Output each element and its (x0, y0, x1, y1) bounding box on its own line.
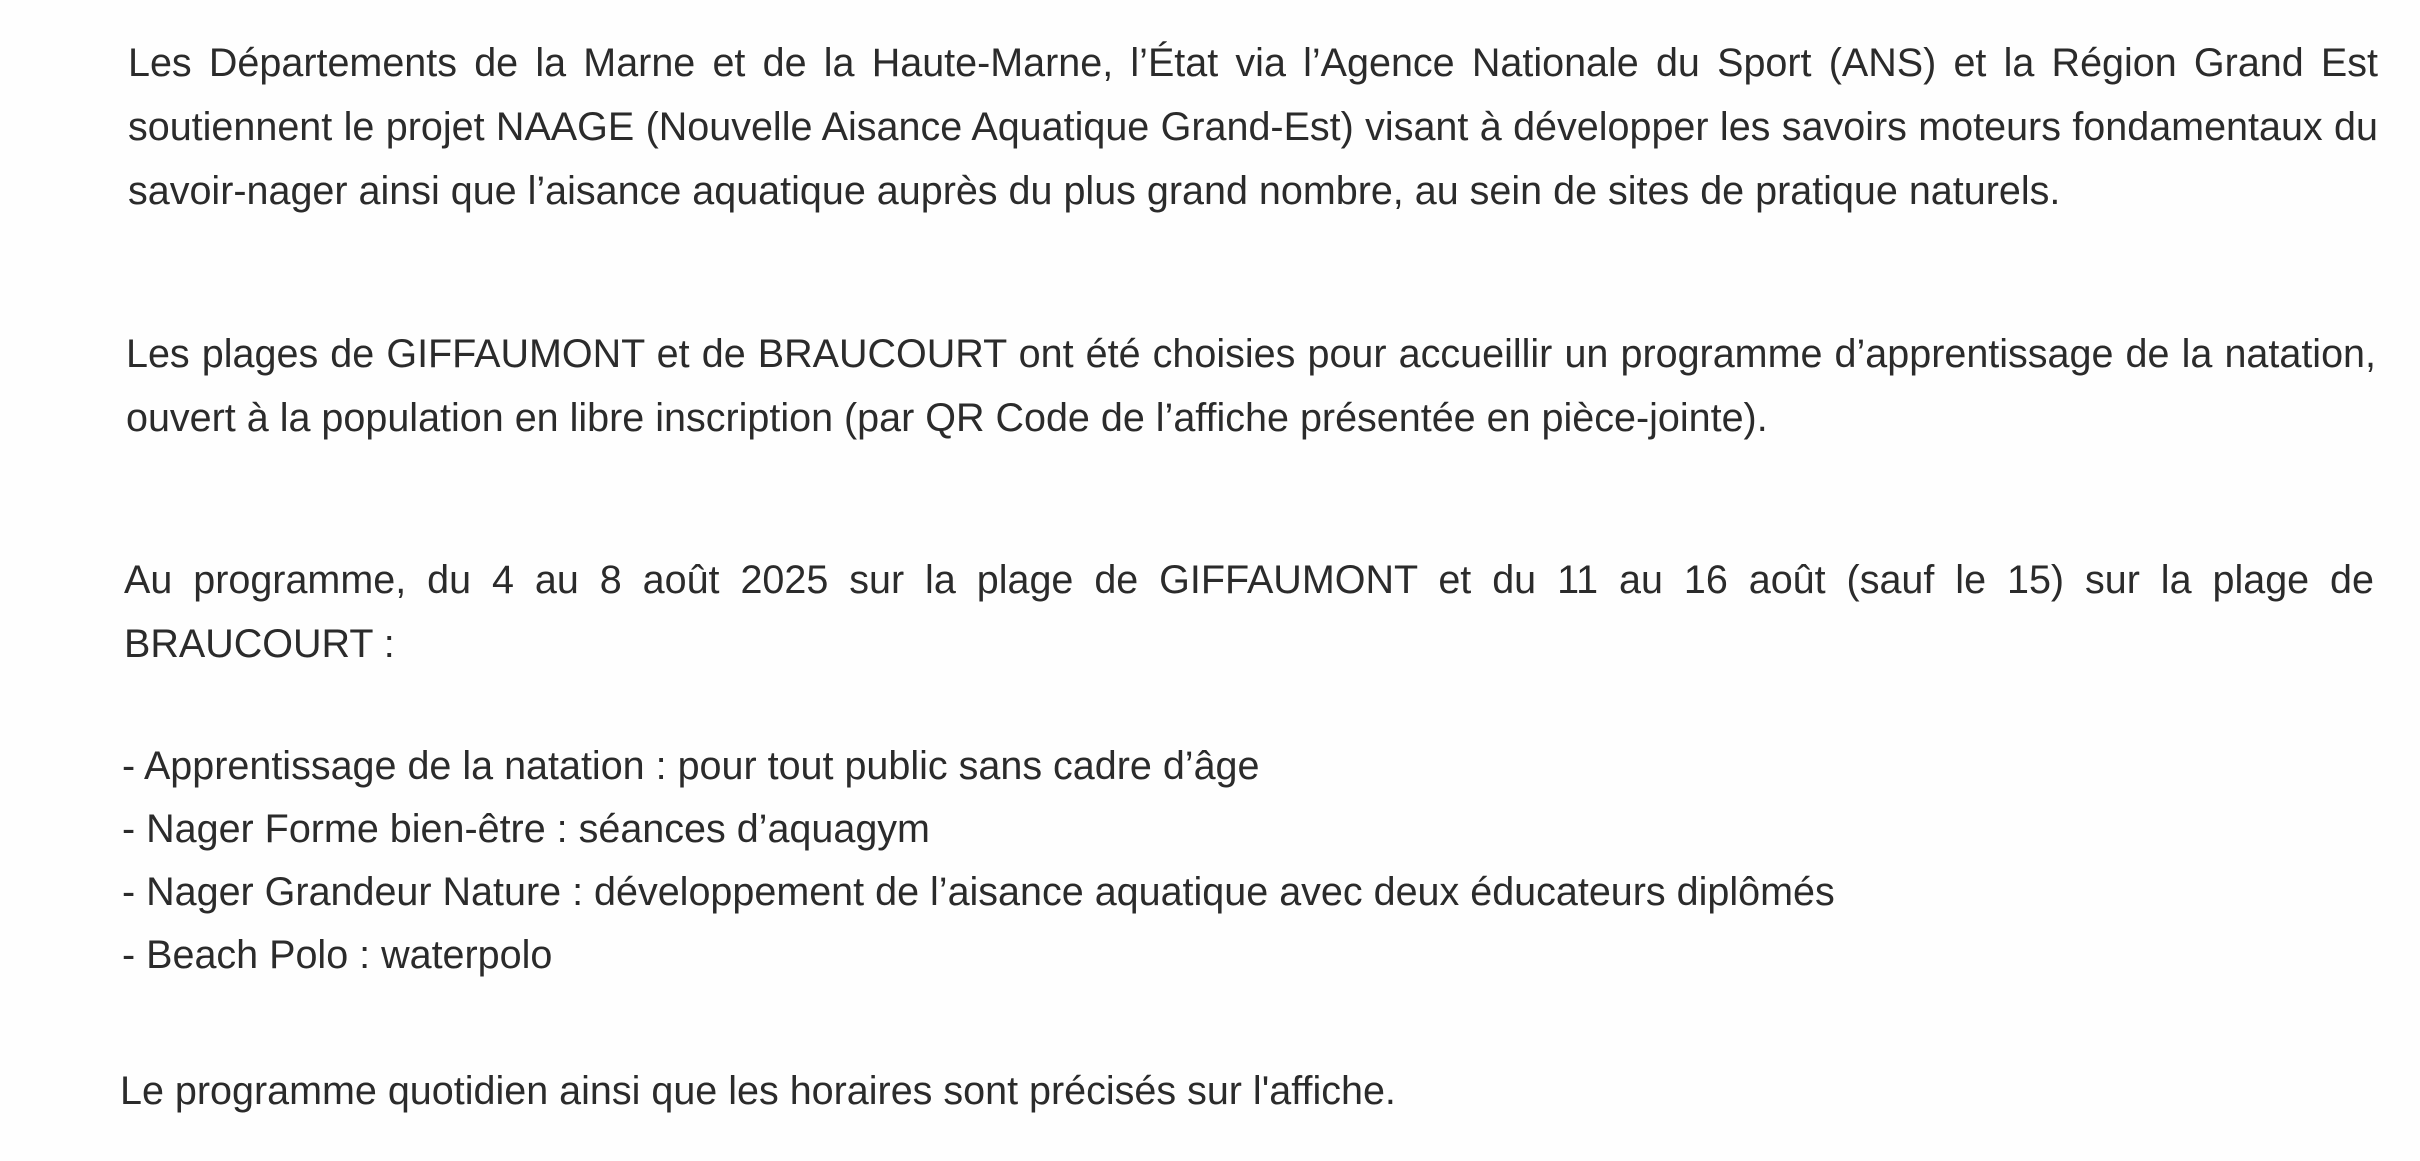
list-item: - Beach Polo : waterpolo (122, 933, 553, 977)
list-item: - Apprentissage de la natation : pour tout public sans cadre d’âge (122, 744, 1260, 788)
intro-paragraph: Les Départements de la Marne et de la Haute-Marne, l’État via l’Agence Nationale du Sport (ANS) et la Région Grand Est soutiennent le projet NAAGE (Nouvelle Aisance Aquatique Grand-Est) visant à développer les savoirs moteurs fondamentaux du savoir-nager ainsi que l’aisance aquatique auprès du plus grand nombre, au sein de sites de pratique naturels. (128, 41, 2378, 213)
schedule-paragraph: Au programme, du 4 au 8 août 2025 sur la plage de GIFFAUMONT et du 11 au 16 août (sauf le 15) sur la plage de BRAUCOURT : (124, 558, 2374, 666)
beaches-paragraph: Les plages de GIFFAUMONT et de BRAUCOURT ont été choisies pour accueillir un programme d’apprentissage de la natation, ouvert à la population en libre inscription (par QR Code de l’affiche présentée en pièce-jointe). (126, 332, 2376, 440)
closing-line: Le programme quotidien ainsi que les horaires sont précisés sur l'affiche. (120, 1069, 1396, 1113)
list-item: - Nager Forme bien-être : séances d’aquagym (122, 807, 930, 851)
list-item: - Nager Grandeur Nature : développement de l’aisance aquatique avec deux éducateurs diplômés (122, 870, 1835, 914)
activities-list (122, 735, 1835, 987)
